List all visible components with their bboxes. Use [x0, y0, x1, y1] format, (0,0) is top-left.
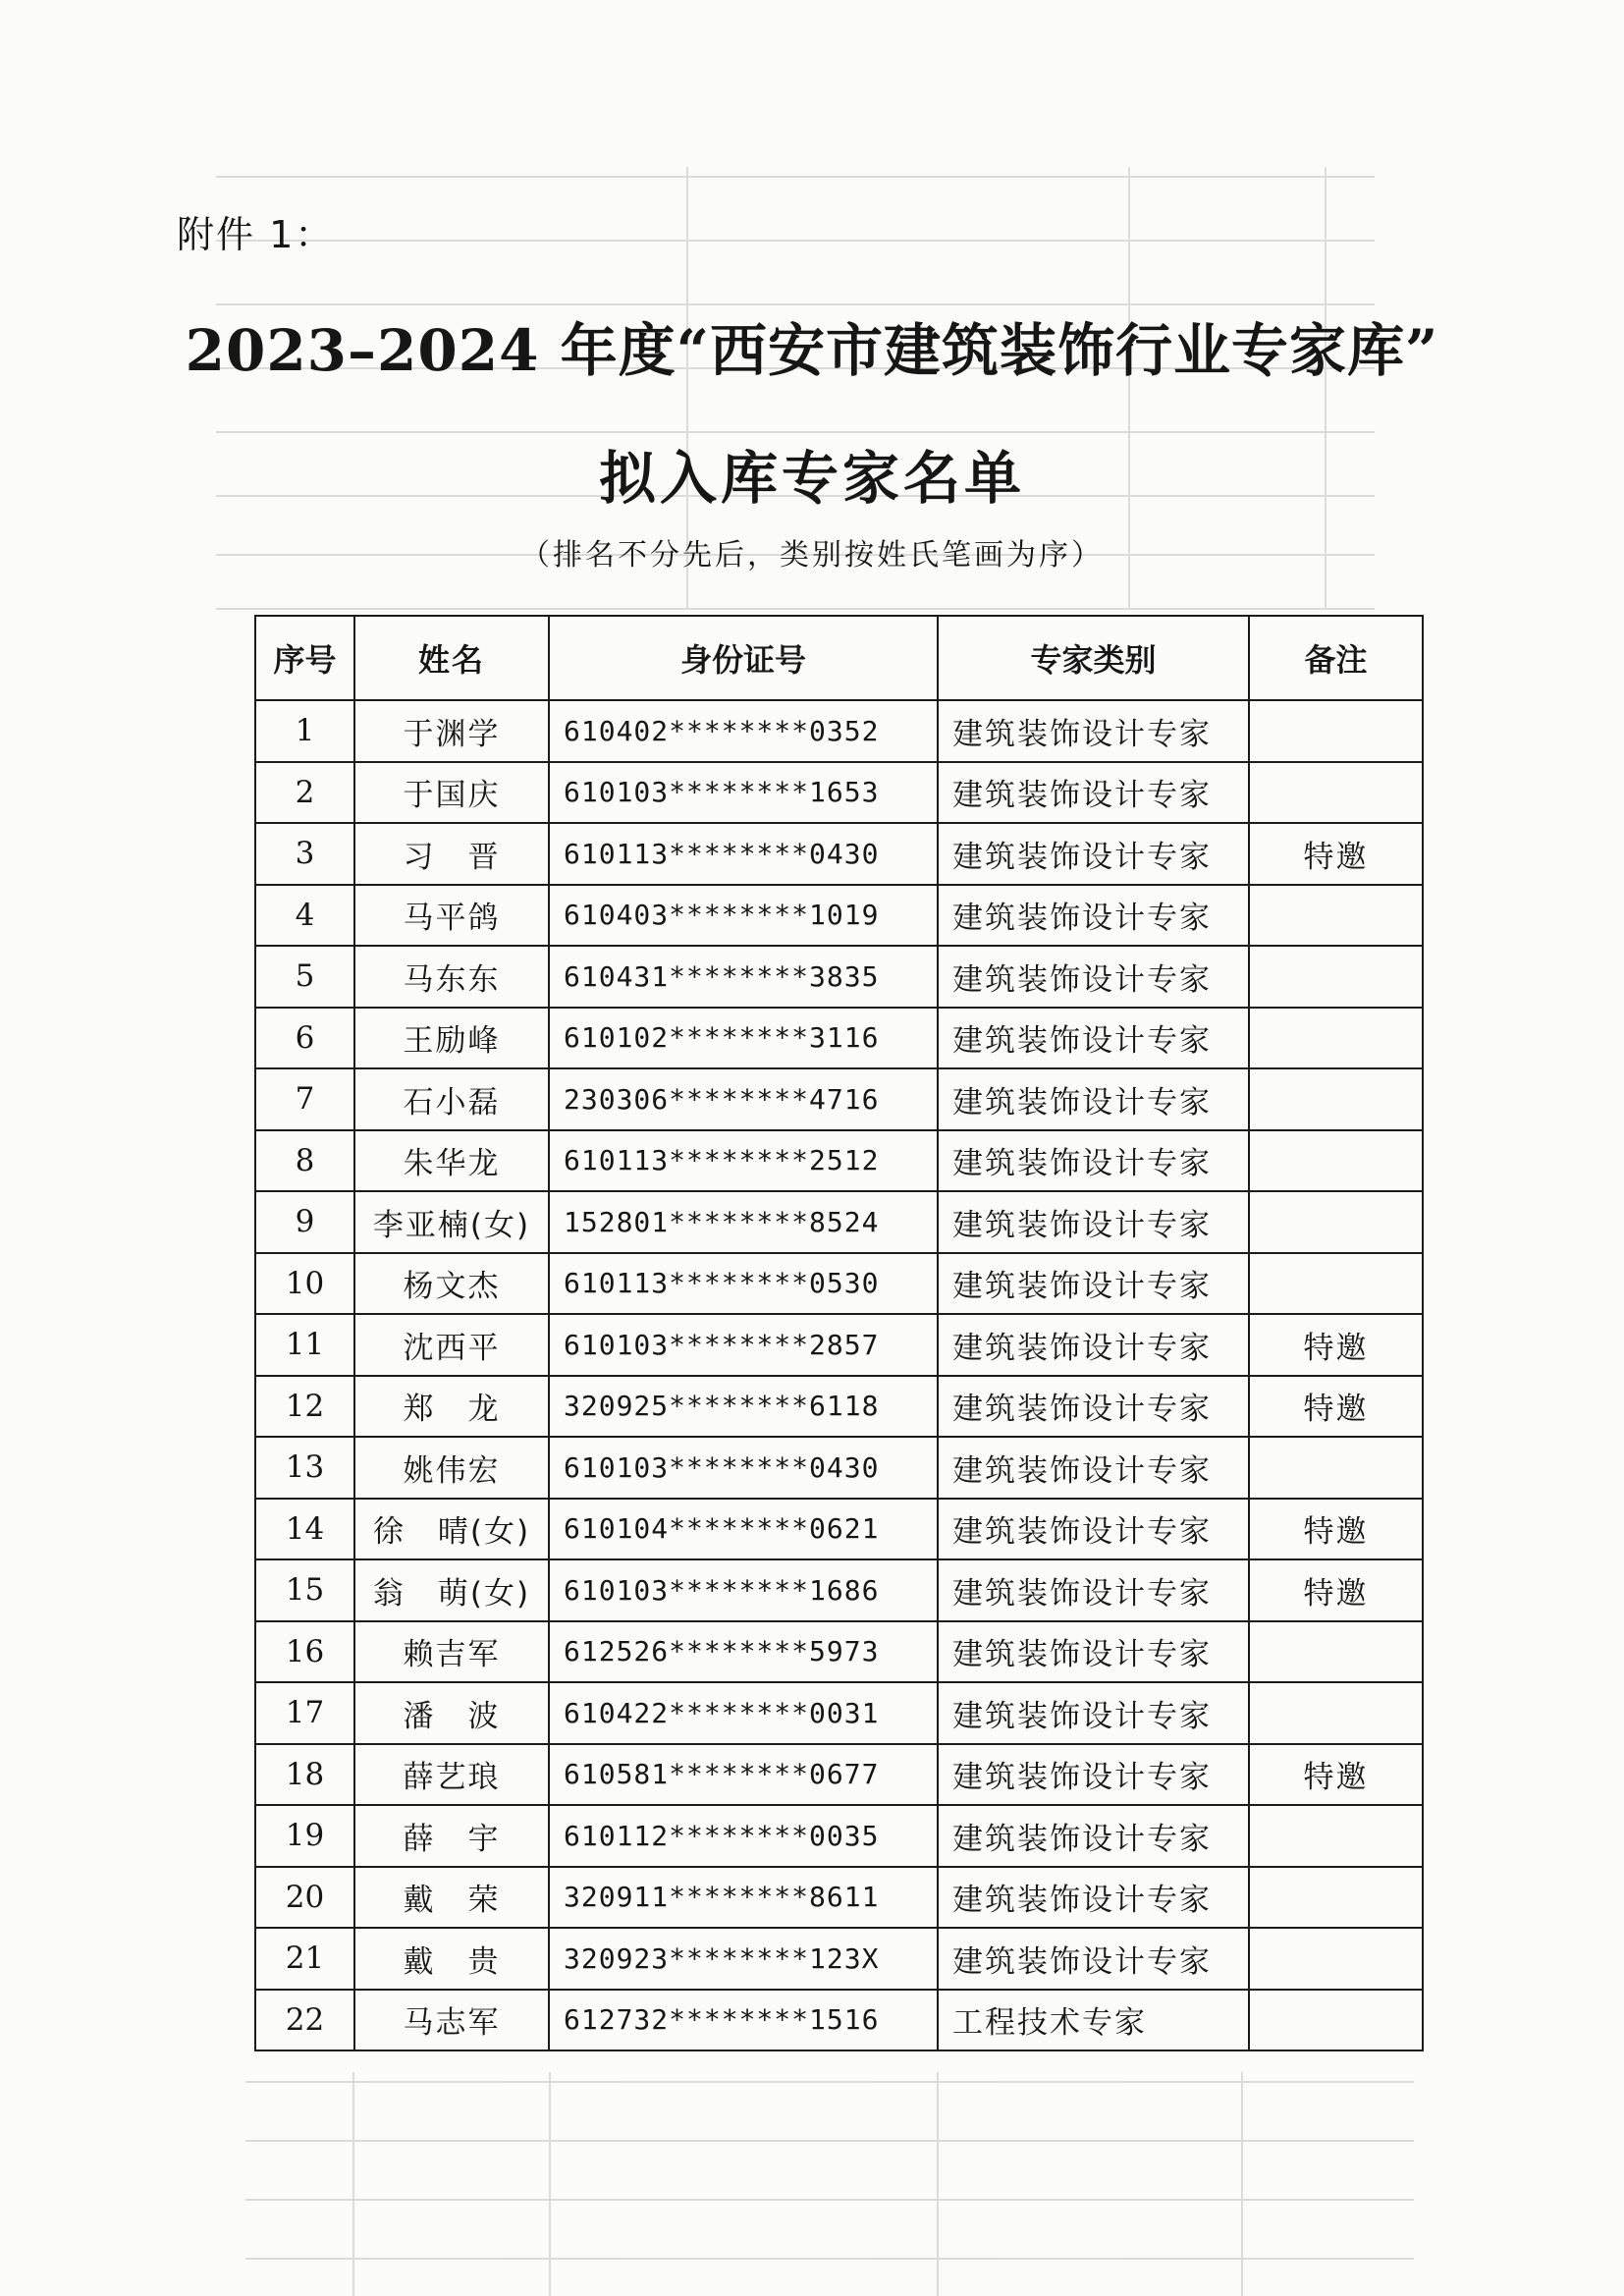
- cell-remark: [1249, 1437, 1423, 1499]
- table-row: [255, 1744, 1423, 1806]
- header-remark: 备注: [1249, 616, 1423, 700]
- cell-no: 11: [255, 1314, 354, 1376]
- cell-no: 5: [255, 946, 354, 1008]
- cell-no: 18: [255, 1744, 354, 1806]
- cell-name: 薛艺琅: [354, 1744, 549, 1806]
- cell-category: 建筑装饰设计专家: [938, 1559, 1249, 1621]
- table-row: [255, 1682, 1423, 1744]
- attachment-label: 附件 1：: [177, 213, 335, 256]
- cell-name: 朱华龙: [354, 1130, 549, 1192]
- cell-no: 2: [255, 762, 354, 824]
- cell-id: 612526********5973: [549, 1621, 938, 1683]
- cell-category: 建筑装饰设计专家: [938, 1008, 1249, 1069]
- document-title-line-2: 拟入库专家名单: [598, 445, 1025, 512]
- cell-id: 610113********0530: [549, 1253, 938, 1315]
- cell-category: 建筑装饰设计专家: [938, 1068, 1249, 1130]
- table-row: [255, 762, 1423, 824]
- table-row: [255, 1559, 1423, 1621]
- cell-id: 320911********8611: [549, 1867, 938, 1929]
- cell-id: 610102********3116: [549, 1008, 938, 1069]
- cell-no: 8: [255, 1130, 354, 1192]
- cell-no: 21: [255, 1928, 354, 1990]
- header-id: 身份证号: [549, 616, 938, 700]
- cell-no: 12: [255, 1376, 354, 1438]
- cell-category: 建筑装饰设计专家: [938, 1130, 1249, 1192]
- cell-id: 610103********2857: [549, 1314, 938, 1376]
- cell-no: 16: [255, 1621, 354, 1683]
- table-row: [255, 1928, 1423, 1990]
- cell-category: 建筑装饰设计专家: [938, 762, 1249, 824]
- cell-name: 戴 荣: [354, 1867, 549, 1929]
- table-row: [255, 946, 1423, 1008]
- cell-name: 马平鸽: [354, 885, 549, 947]
- table-row: [255, 1130, 1423, 1192]
- cell-remark: 特邀: [1249, 1376, 1423, 1438]
- cell-name: 石小磊: [354, 1068, 549, 1130]
- cell-id: 610402********0352: [549, 700, 938, 762]
- cell-id: 610581********0677: [549, 1744, 938, 1806]
- cell-name: 王励峰: [354, 1008, 549, 1069]
- cell-id: 610113********2512: [549, 1130, 938, 1192]
- table-row: [255, 1437, 1423, 1499]
- table-row: [255, 1499, 1423, 1560]
- cell-id: 610103********1653: [549, 762, 938, 824]
- cell-no: 1: [255, 700, 354, 762]
- cell-remark: [1249, 1682, 1423, 1744]
- cell-category: 建筑装饰设计专家: [938, 1253, 1249, 1315]
- cell-name: 马东东: [354, 946, 549, 1008]
- cell-id: 610431********3835: [549, 946, 938, 1008]
- table-row: [255, 823, 1423, 885]
- cell-category: 建筑装饰设计专家: [938, 946, 1249, 1008]
- table-row: [255, 1068, 1423, 1130]
- cell-no: 17: [255, 1682, 354, 1744]
- cell-category: 建筑装饰设计专家: [938, 1682, 1249, 1744]
- cell-remark: [1249, 885, 1423, 947]
- cell-remark: [1249, 1130, 1423, 1192]
- cell-name: 马志军: [354, 1990, 549, 2051]
- cell-id: 610103********0430: [549, 1437, 938, 1499]
- cell-no: 10: [255, 1253, 354, 1315]
- table-row: [255, 700, 1423, 762]
- table-row: [255, 885, 1423, 947]
- cell-name: 习 晋: [354, 823, 549, 885]
- cell-name: 于渊学: [354, 700, 549, 762]
- cell-category: 工程技术专家: [938, 1990, 1249, 2051]
- cell-remark: [1249, 1928, 1423, 1990]
- cell-remark: [1249, 946, 1423, 1008]
- cell-category: 建筑装饰设计专家: [938, 1191, 1249, 1253]
- cell-name: 徐 晴(女): [354, 1499, 549, 1560]
- cell-id: 152801********8524: [549, 1191, 938, 1253]
- header-no: 序号: [255, 616, 354, 700]
- cell-no: 22: [255, 1990, 354, 2051]
- cell-remark: [1249, 1191, 1423, 1253]
- cell-name: 潘 波: [354, 1682, 549, 1744]
- cell-name: 戴 贵: [354, 1928, 549, 1990]
- cell-name: 沈西平: [354, 1314, 549, 1376]
- table-row: [255, 1867, 1423, 1929]
- cell-category: 建筑装饰设计专家: [938, 823, 1249, 885]
- cell-name: 郑 龙: [354, 1376, 549, 1438]
- cell-remark: [1249, 1068, 1423, 1130]
- cell-remark: [1249, 1805, 1423, 1867]
- cell-id: 610113********0430: [549, 823, 938, 885]
- cell-remark: [1249, 1253, 1423, 1315]
- cell-category: 建筑装饰设计专家: [938, 1805, 1249, 1867]
- cell-remark: [1249, 1867, 1423, 1929]
- cell-id: 610422********0031: [549, 1682, 938, 1744]
- cell-remark: 特邀: [1249, 1744, 1423, 1806]
- cell-id: 320923********123X: [549, 1928, 938, 1990]
- cell-id: 610403********1019: [549, 885, 938, 947]
- table-row: [255, 1805, 1423, 1867]
- cell-remark: [1249, 1990, 1423, 2051]
- cell-remark: 特邀: [1249, 1314, 1423, 1376]
- cell-name: 翁 萌(女): [354, 1559, 549, 1621]
- cell-category: 建筑装饰设计专家: [938, 1314, 1249, 1376]
- cell-category: 建筑装饰设计专家: [938, 1744, 1249, 1806]
- cell-id: 610103********1686: [549, 1559, 938, 1621]
- cell-no: 13: [255, 1437, 354, 1499]
- table-row: [255, 1008, 1423, 1069]
- cell-no: 6: [255, 1008, 354, 1069]
- cell-name: 杨文杰: [354, 1253, 549, 1315]
- cell-no: 4: [255, 885, 354, 947]
- cell-remark: 特邀: [1249, 1499, 1423, 1560]
- cell-no: 9: [255, 1191, 354, 1253]
- document-title: 2023–2024 年度“西安市建筑装饰行业专家库”: [185, 317, 1439, 384]
- cell-name: 赖吉军: [354, 1621, 549, 1683]
- cell-name: 薛 宇: [354, 1805, 549, 1867]
- header-name: 姓名: [354, 616, 549, 700]
- table-row: [255, 1253, 1423, 1315]
- cell-no: 19: [255, 1805, 354, 1867]
- expert-list-table: [254, 615, 1424, 2051]
- cell-category: 建筑装饰设计专家: [938, 1437, 1249, 1499]
- document-subtitle: （排名不分先后，类别按姓氏笔画为序）: [520, 538, 1104, 573]
- table-row: [255, 1314, 1423, 1376]
- cell-id: 610104********0621: [549, 1499, 938, 1560]
- cell-category: 建筑装饰设计专家: [938, 1867, 1249, 1929]
- cell-category: 建筑装饰设计专家: [938, 1499, 1249, 1560]
- cell-name: 于国庆: [354, 762, 549, 824]
- cell-no: 7: [255, 1068, 354, 1130]
- cell-remark: [1249, 1008, 1423, 1069]
- cell-category: 建筑装饰设计专家: [938, 885, 1249, 947]
- table-header-row: [255, 616, 1423, 700]
- table-row: [255, 1990, 1423, 2051]
- cell-id: 320925********6118: [549, 1376, 938, 1438]
- cell-category: 建筑装饰设计专家: [938, 1621, 1249, 1683]
- cell-remark: 特邀: [1249, 1559, 1423, 1621]
- cell-category: 建筑装饰设计专家: [938, 700, 1249, 762]
- cell-name: 李亚楠(女): [354, 1191, 549, 1253]
- cell-remark: [1249, 1621, 1423, 1683]
- table-row: [255, 1376, 1423, 1438]
- cell-id: 610112********0035: [549, 1805, 938, 1867]
- cell-name: 姚伟宏: [354, 1437, 549, 1499]
- cell-no: 20: [255, 1867, 354, 1929]
- cell-no: 14: [255, 1499, 354, 1560]
- header-category: 专家类别: [938, 616, 1249, 700]
- table-row: [255, 1191, 1423, 1253]
- cell-category: 建筑装饰设计专家: [938, 1376, 1249, 1438]
- cell-no: 15: [255, 1559, 354, 1621]
- table-row: [255, 1621, 1423, 1683]
- cell-remark: [1249, 762, 1423, 824]
- cell-id: 612732********1516: [549, 1990, 938, 2051]
- cell-remark: [1249, 700, 1423, 762]
- cell-category: 建筑装饰设计专家: [938, 1928, 1249, 1990]
- cell-no: 3: [255, 823, 354, 885]
- cell-remark: 特邀: [1249, 823, 1423, 885]
- cell-id: 230306********4716: [549, 1068, 938, 1130]
